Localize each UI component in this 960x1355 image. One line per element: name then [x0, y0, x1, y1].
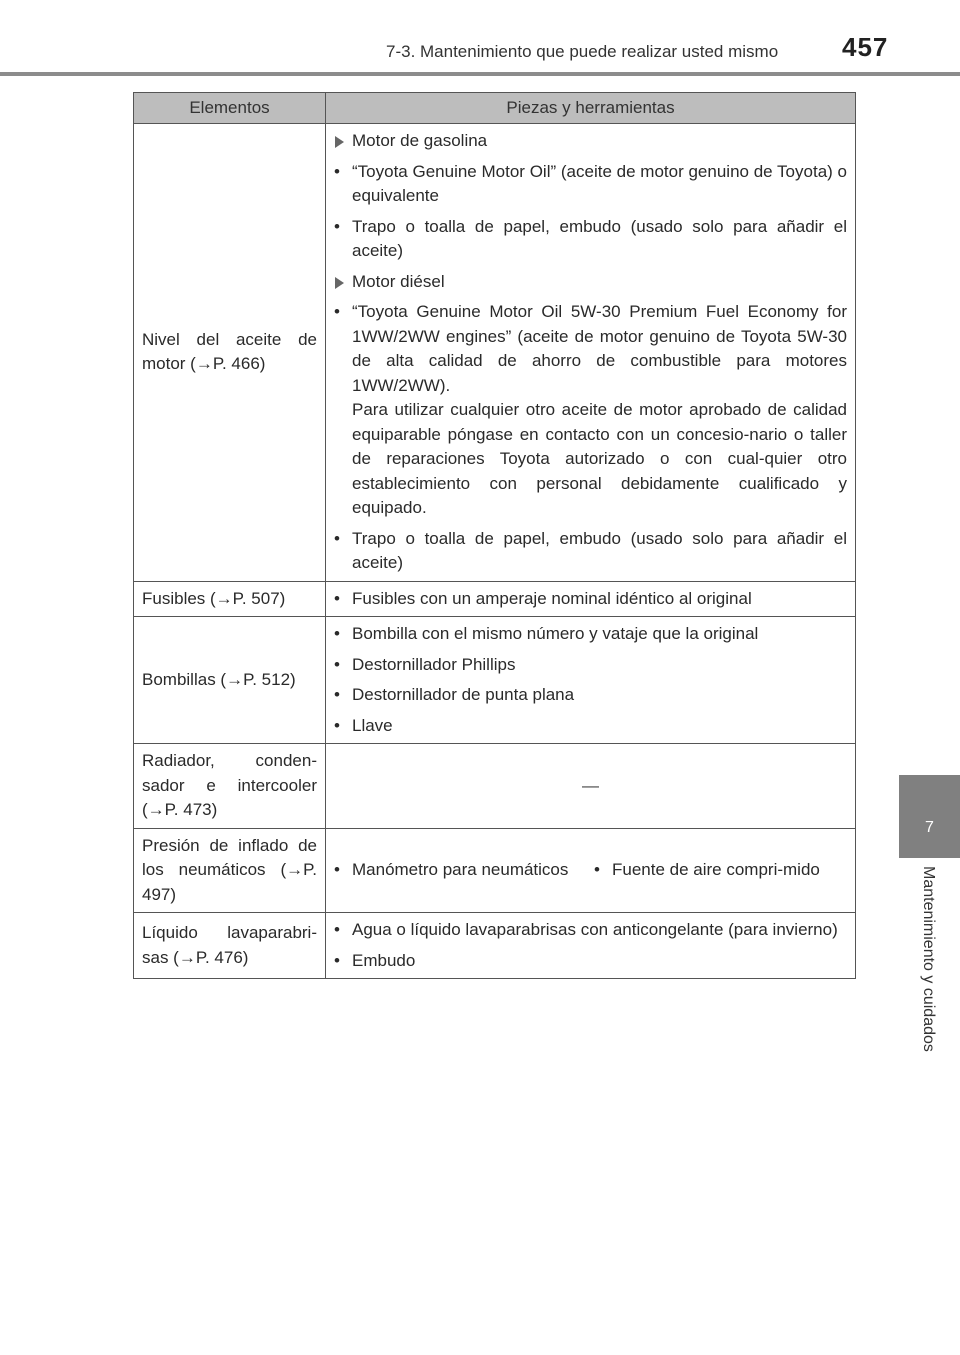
list-item: • Fusibles con un amperaje nominal idéntico al original	[334, 587, 847, 612]
list-item: • “Toyota Genuine Motor Oil” (aceite de motor genuino de Toyota) o equivalente	[334, 161, 847, 205]
bullet-icon: •	[334, 654, 340, 674]
list-item: • Destornillador de punta plana	[334, 683, 847, 708]
chapter-number: 7	[925, 819, 934, 836]
table-row	[134, 828, 856, 913]
split-cell	[334, 858, 847, 883]
table-row	[134, 913, 856, 979]
subheading: Motor de gasolina	[334, 129, 847, 154]
page-number: 457	[842, 32, 889, 62]
parts-cell	[326, 913, 856, 979]
list-item: • Trapo o toalla de papel, embudo (usado solo para añadir el aceite)	[334, 528, 847, 572]
parts-cell	[326, 617, 856, 744]
bullet-icon: •	[334, 302, 340, 321]
parts-cell	[326, 828, 856, 913]
column-header-parts: Piezas y herramientas	[326, 93, 856, 124]
table-header-row	[134, 93, 856, 124]
chapter-label: Mantenimiento y cuidados	[920, 866, 937, 1052]
parts-table	[133, 92, 856, 979]
element-cell: Fusibles (→P. 507)	[134, 581, 326, 617]
list-item: • “Toyota Genuine Motor Oil 5W-30 Premium Fuel Economy for 1WW/2WW engines” (aceite de motor genuino de Toyota 5W-30 de alta calidad de ahorro de combustible para motores 1WW/2WW). Para utilizar cualquier otro aceite de motor aprobado de calidad equiparable póngase en contacto con un concesio-nario o taller de reparaciones Toyota autorizado o con cual-quier otro establecimiento con personal debidamente cualificado y equipado.	[334, 302, 847, 517]
table-row	[134, 124, 856, 582]
table-row	[134, 744, 856, 829]
list-item: • Agua o líquido lavaparabrisas con anticongelante (para invierno)	[334, 918, 847, 943]
list-item: • Llave	[334, 714, 847, 739]
parts-cell	[326, 581, 856, 617]
table-row	[134, 581, 856, 617]
bullet-icon: •	[334, 216, 340, 236]
element-cell: Bombillas (→P. 512)	[134, 617, 326, 744]
list-item: • Fuente de aire compri-mido	[594, 858, 847, 883]
triangle-icon	[335, 136, 344, 148]
page-header	[0, 0, 960, 78]
bullet-icon: •	[594, 860, 600, 879]
table-row	[134, 617, 856, 744]
section-title: 7-3. Mantenimiento que puede realizar usted mismo	[386, 42, 779, 61]
triangle-icon	[335, 277, 344, 289]
bullet-icon: •	[334, 950, 340, 970]
parts-cell	[326, 124, 856, 582]
bullet-icon: •	[334, 161, 340, 181]
chapter-tab	[899, 775, 960, 858]
list-item: • Embudo	[334, 949, 847, 974]
element-cell: Líquido lavaparabri-sas (→P. 476)	[134, 913, 326, 979]
subheading: Motor diésel	[334, 270, 847, 295]
bullet-icon: •	[334, 528, 340, 548]
element-cell: Presión de inflado de los neumáticos (→P. 497)	[134, 828, 326, 913]
bullet-icon: •	[334, 685, 340, 704]
bullet-icon: •	[334, 715, 340, 735]
list-item: • Trapo o toalla de papel, embudo (usado solo para añadir el aceite)	[334, 216, 847, 260]
list-item: • Destornillador Phillips	[334, 653, 847, 678]
element-cell: Radiador, conden-sador e intercooler (→P. 473)	[134, 744, 326, 829]
column-header-elements: Elementos	[134, 93, 326, 124]
bullet-icon: •	[334, 624, 340, 643]
list-item: • Manómetro para neumáticos	[334, 858, 594, 883]
parts-cell-empty: —	[326, 744, 856, 829]
bullet-icon: •	[334, 588, 340, 608]
bullet-icon: •	[334, 860, 340, 879]
element-cell: Nivel del aceite de motor (→P. 466)	[134, 124, 326, 582]
bullet-icon: •	[334, 920, 340, 939]
header-rule	[0, 72, 960, 76]
list-item: • Bombilla con el mismo número y vataje que la original	[334, 622, 847, 647]
